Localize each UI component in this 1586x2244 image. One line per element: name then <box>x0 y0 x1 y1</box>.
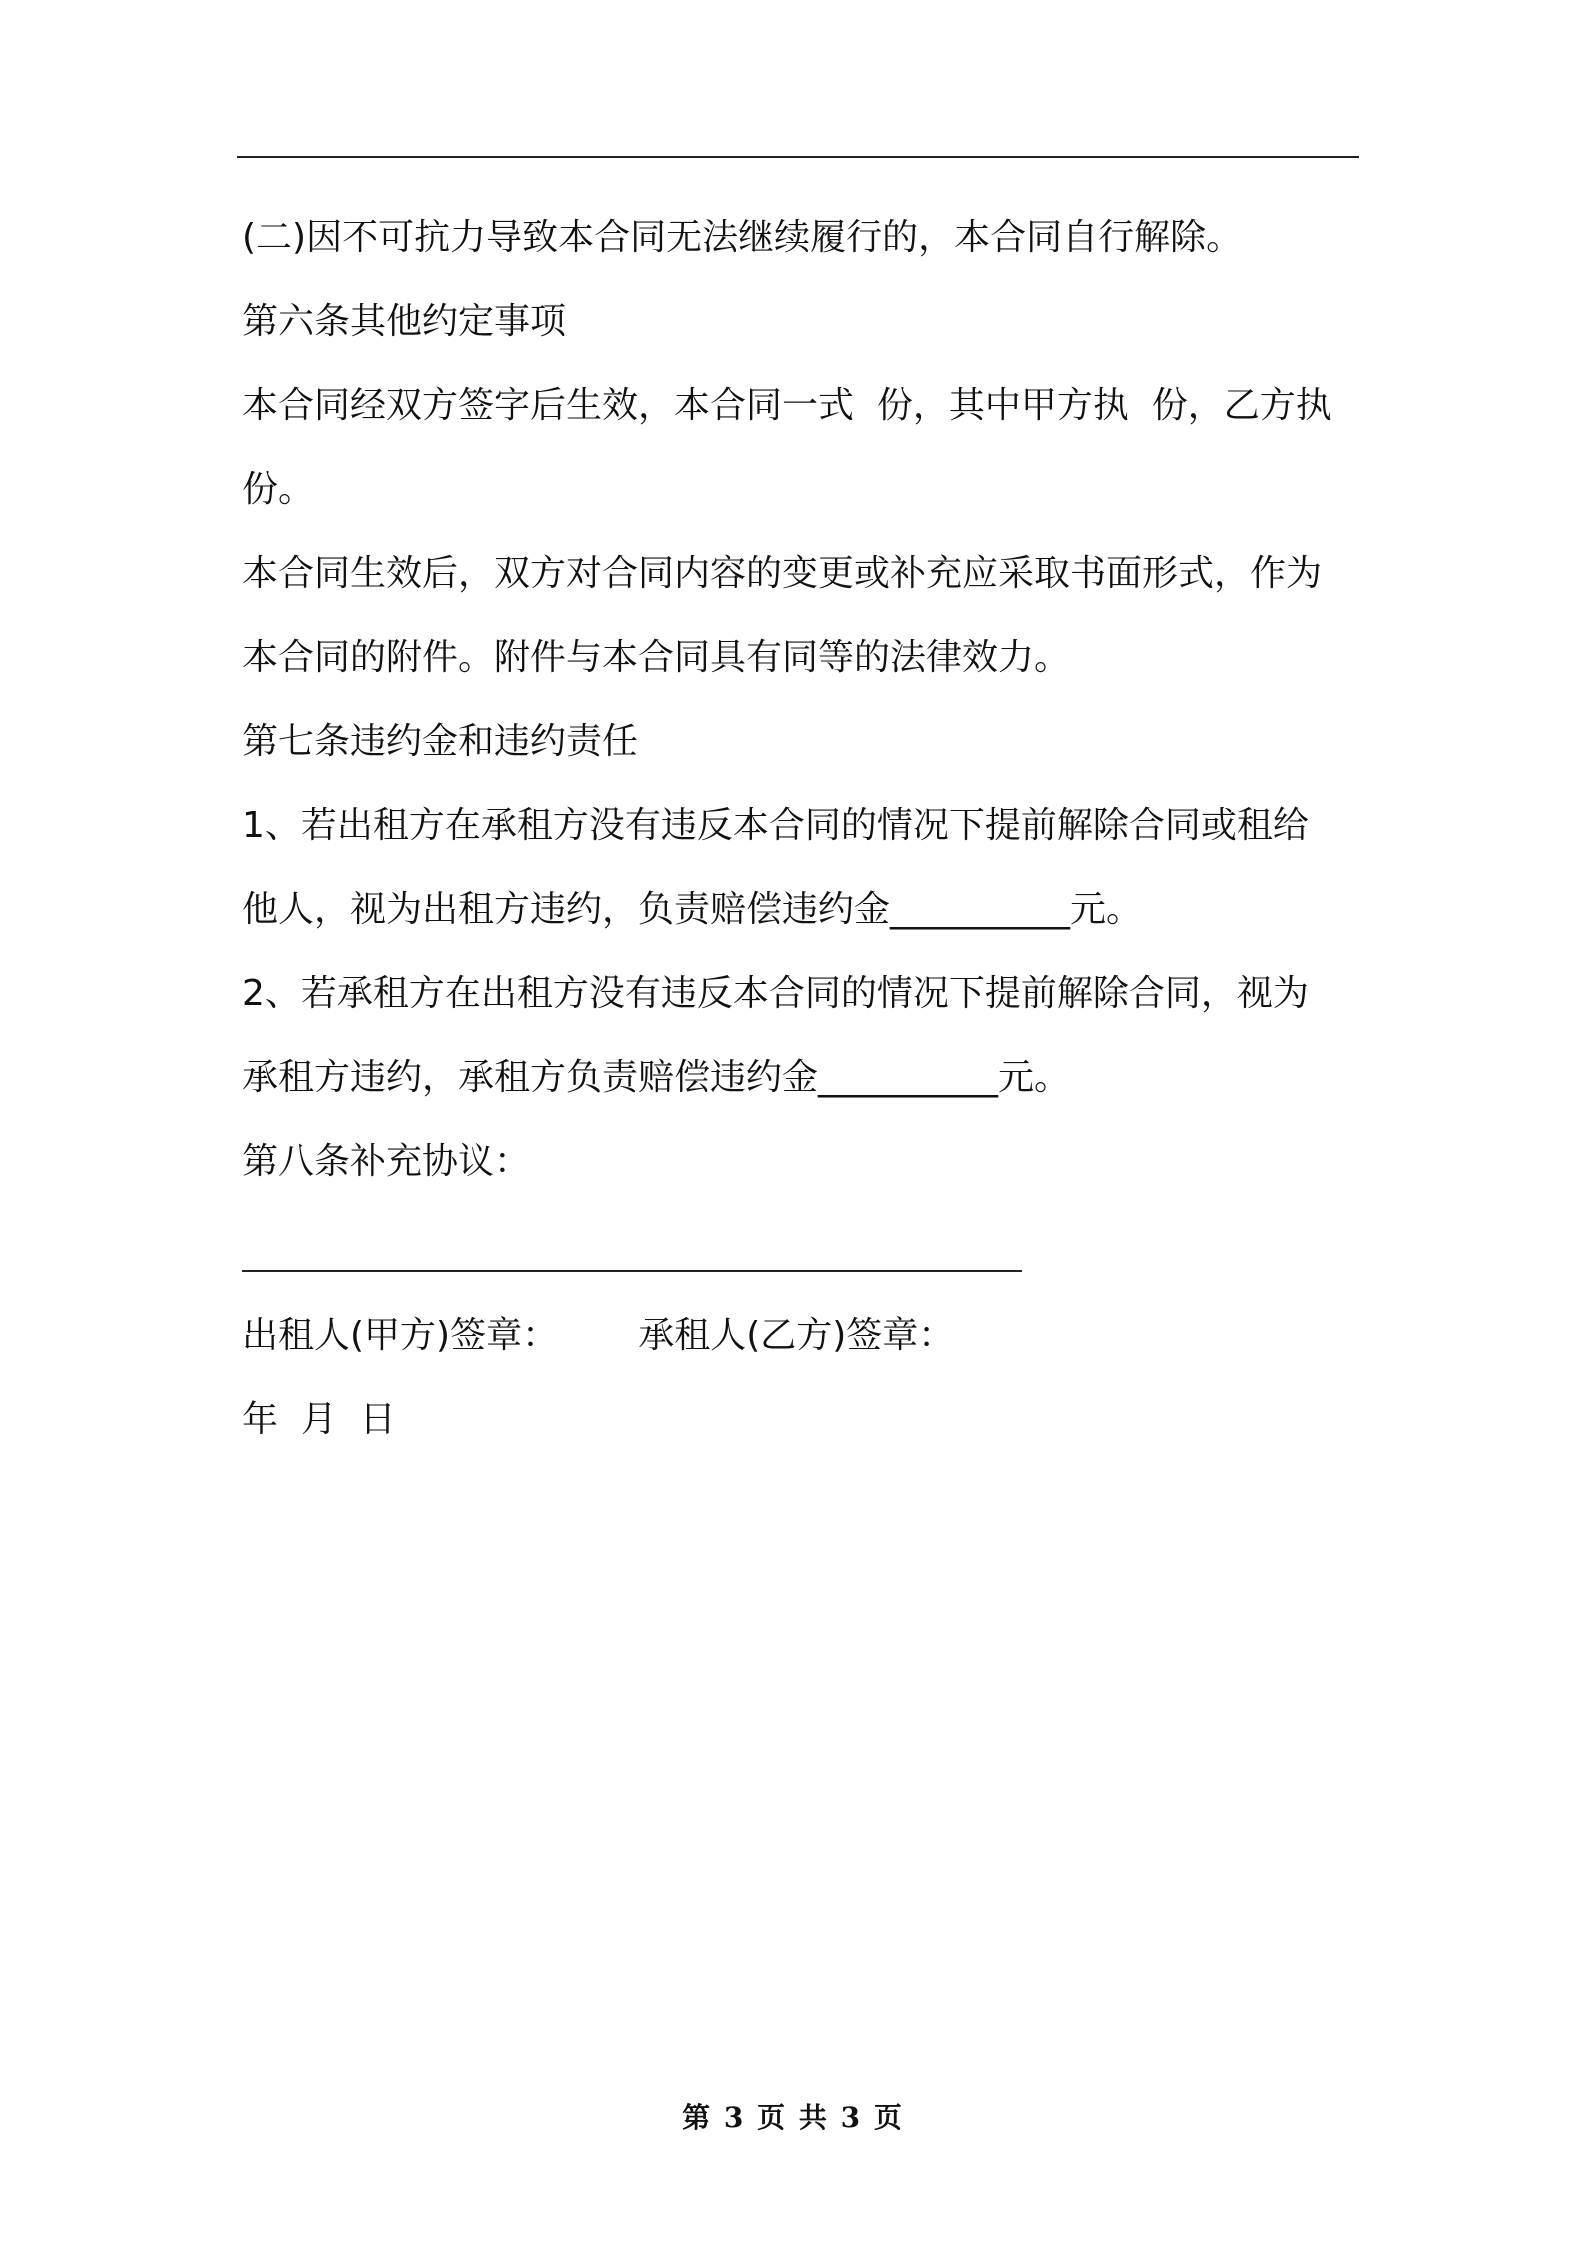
blank-space <box>242 1204 1360 1264</box>
paragraph-line: 本合同生效后，双方对合同内容的变更或补充应采取书面形式，作为 <box>242 553 1323 594</box>
section-heading: 第八条补充协议： <box>242 1141 531 1182</box>
section-heading: 第六条其他约定事项 <box>242 301 567 342</box>
paragraph-line: 1、若出租方在承租方没有违反本合同的情况下提前解除合同或租给 <box>242 805 1309 846</box>
supplement-blank-line <box>242 1270 1022 1272</box>
paragraph-line: 承租方违约，承租方负责赔偿违约金__________元。 <box>242 1057 1071 1098</box>
header-rule <box>237 156 1359 158</box>
page-number: 第 3 页 共 3 页 <box>682 2101 904 2134</box>
paragraph-line: 本合同的附件。附件与本合同具有同等的法律效力。 <box>242 637 1071 678</box>
paragraph-line: 份。 <box>242 469 315 510</box>
section-heading: 第七条违约金和违约责任 <box>242 721 639 762</box>
document-body <box>242 196 1360 1462</box>
paragraph-line: 他人，视为出租方违约，负责赔偿违约金__________元。 <box>242 889 1143 930</box>
paragraph-line: (二)因不可抗力导致本合同无法继续履行的，本合同自行解除。 <box>242 217 1243 258</box>
date-line: 年 月 日 <box>242 1399 396 1440</box>
paragraph-line: 本合同经双方签字后生效，本合同一式 份，其中甲方执 份，乙方执 <box>242 385 1332 426</box>
paragraph-line: 2、若承租方在出租方没有违反本合同的情况下提前解除合同，视为 <box>242 973 1309 1014</box>
signature-line: 出租人(甲方)签章： 承租人(乙方)签章： <box>242 1315 955 1356</box>
